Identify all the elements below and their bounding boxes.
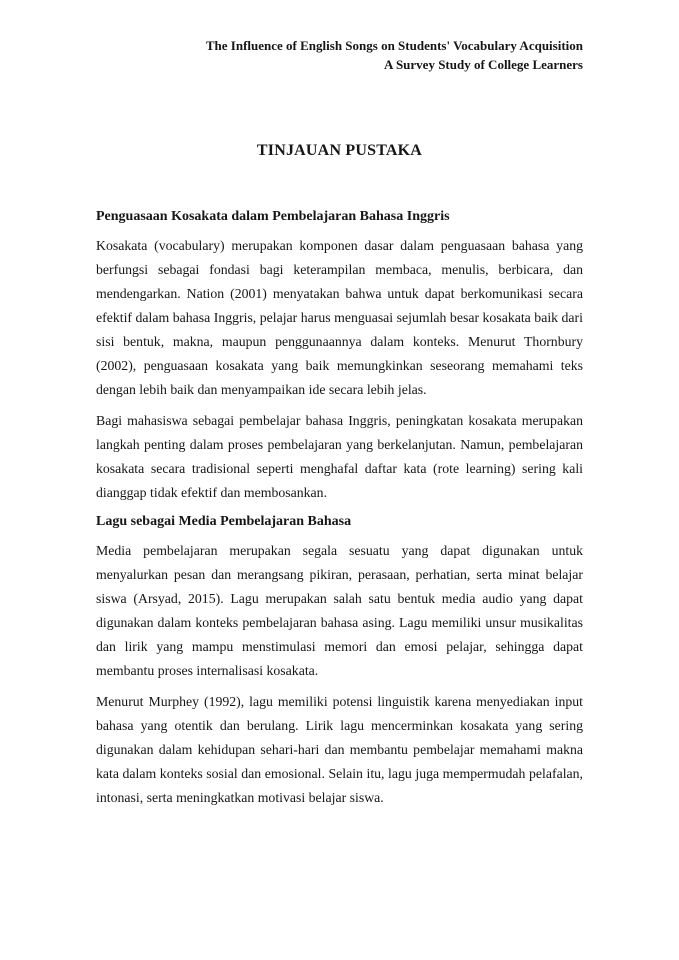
paragraph-murphey-linguistik: Menurut Murphey (1992), lagu memiliki potensi linguistik karena menyediakan input bahasa yang otentik dan berulang. Lirik lagu mencerminkan kosakata yang sering digunakan dalam kehidupan sehari-hari dan membantu pembelajar memahami makna kata dalam konteks sosial dan emosional. Selain itu, lagu juga mempermudah pelafalan, intonasi, serta meningkatkan motivasi belajar siswa. — [96, 694, 583, 805]
paragraph-media-pembelajaran: Media pembelajaran merupakan segala sesuatu yang dapat digunakan untuk menyalurkan pesan dan merangsang pikiran, perasaan, perhatian, serta minat belajar siswa (Arsyad, 2015). Lagu merupakan salah satu bentuk media audio yang dapat digunakan dalam konteks pembelajaran bahasa asing. Lagu memiliki unsur musikalitas dan lirik yang mampu menstimulasi memori dan emosi pelajar, sehingga dapat membantu proses internalisasi kosakata. — [96, 543, 583, 678]
running-header — [96, 37, 583, 74]
section-heading-lagu-media: Lagu sebagai Media Pembelajaran Bahasa — [96, 514, 352, 529]
header-line-2: A Survey Study of College Learners — [384, 56, 583, 72]
section-heading-penguasaan-kosakata: Penguasaan Kosakata dalam Pembelajaran Bahasa Inggris — [96, 209, 450, 224]
paragraph-mahasiswa-pembelajar: Bagi mahasiswa sebagai pembelajar bahasa Inggris, peningkatan kosakata merupakan langkah penting dalam proses pembelajaran yang berkelanjutan. Namun, pembelajaran kosakata secara tradisional seperti menghafal daftar kata (rote learning) sering kali dianggap tidak efektif dan membosankan. — [96, 413, 583, 500]
chapter-title: TINJAUAN PUSTAKA — [256, 142, 423, 159]
header-line-1: The Influence of English Songs on Students' Vocabulary Acquisition — [205, 38, 583, 53]
paragraph-kosakata-definition: Kosakata (vocabulary) merupakan komponen dasar dalam penguasaan bahasa yang berfungsi sebagai fondasi bagi keterampilan membaca, menulis, berbicara, dan mendengarkan. Nation (2001) menyatakan bahwa untuk dapat berkomunikasi secara efektif dalam bahasa Inggris, pelajar harus menguasai sejumlah besar kosakata baik dari sisi bentuk, makna, maupun penggunaannya dalam konteks. Menurut Thornbury (2002), penguasaan kosakata yang baik memungkinkan seseorang memahami teks dengan lebih baik dan menyampaikan ide secara lebih jelas. — [96, 238, 583, 397]
page-content — [96, 37, 583, 810]
